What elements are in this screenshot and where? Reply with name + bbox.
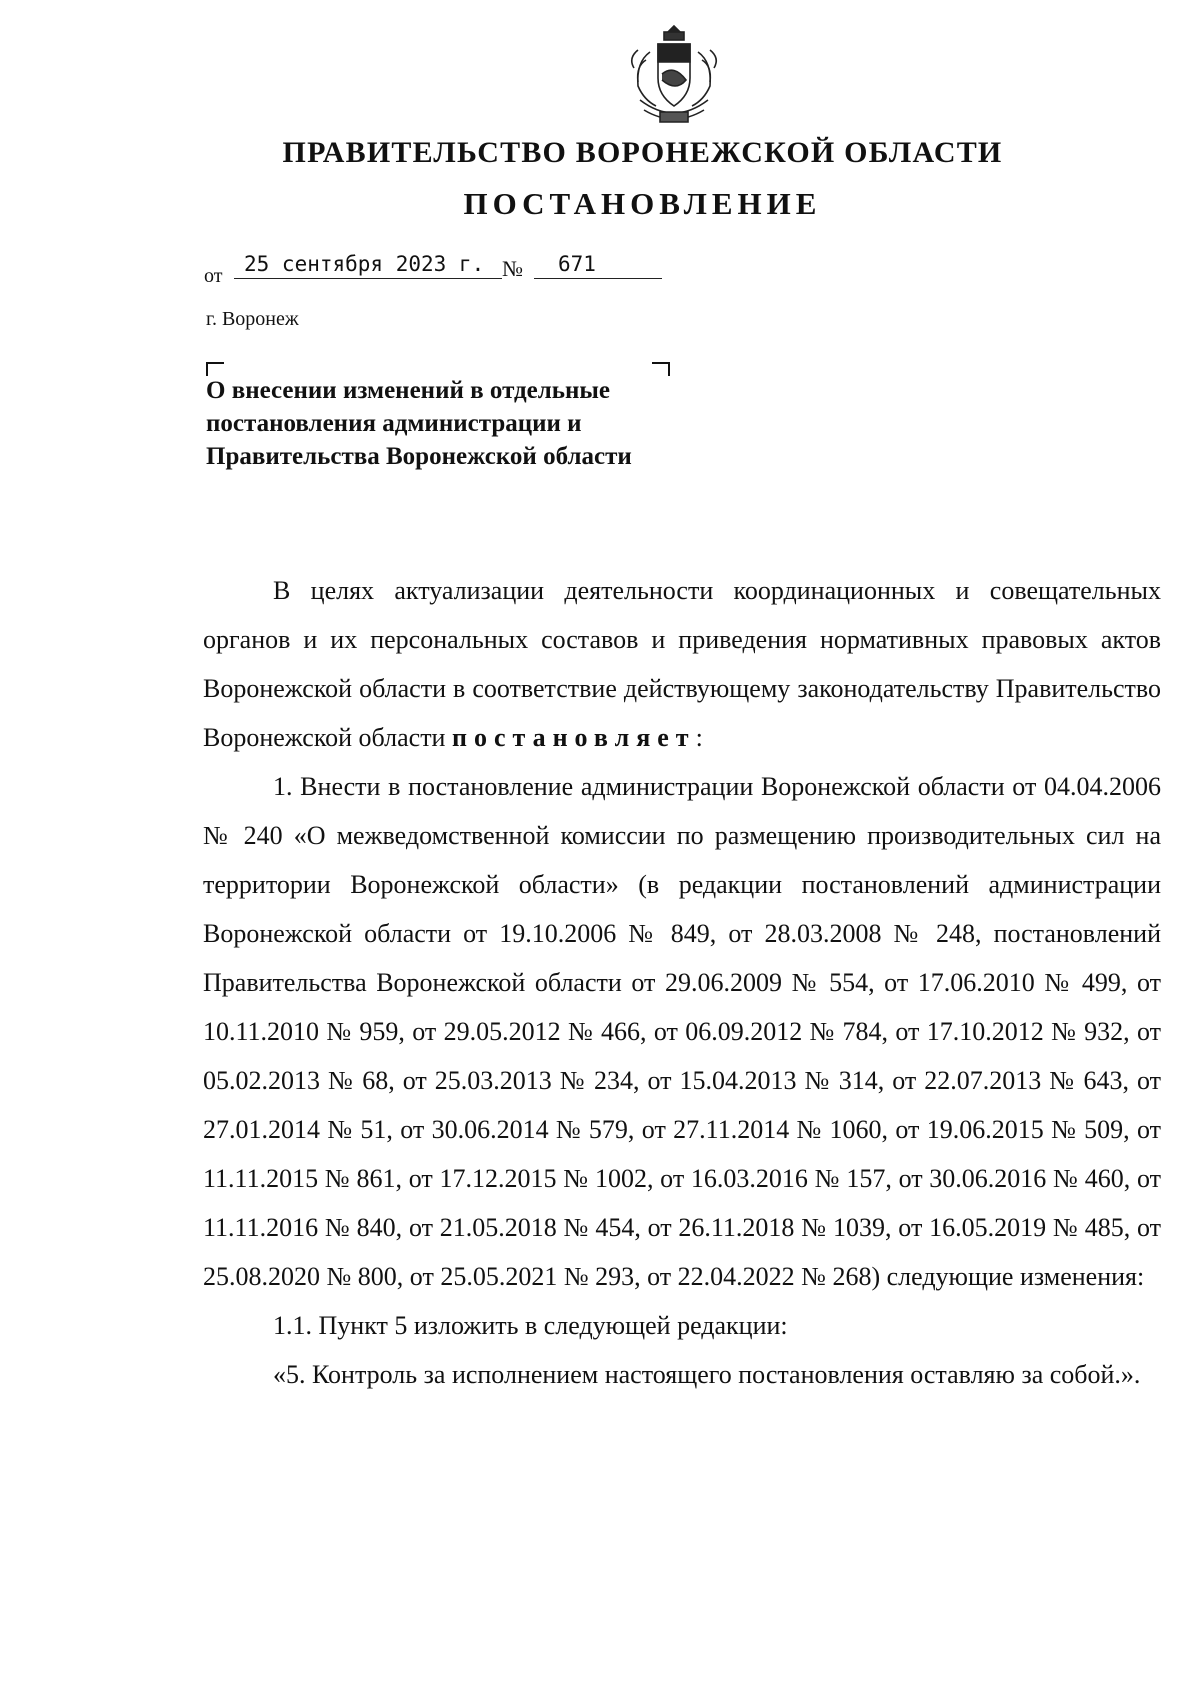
document-type: ПОСТАНОВЛЕНИЕ — [463, 186, 822, 221]
item-1-1: 1.1. Пункт 5 изложить в следующей редакции: — [273, 1311, 788, 1340]
resolves-colon: : — [695, 723, 703, 752]
from-label: от — [204, 265, 223, 287]
city: г. Воронеж — [206, 308, 299, 330]
voronezh-coat-of-arms-icon — [620, 22, 728, 130]
item-1: 1. Внести в постановление администрации Воронежской области от 04.04.2006 № 240 «О межведомственной комиссии по размещению производительных сил на территории Воронежской области» (в редакции постановлений администрации Воронежской области от 19.10.2006 № 849, от 28.03.2008 № 248, постановлений Правительства Воронежской области от 29.06.2009 № 554, от 17.06.2010 № 499, от 10.11.2010 № 959, от 29.05.2012 № 466, от 06.09.2012 № 784, от 17.10.2012 № 932, от 05.02.2013 № 68, от 25.03.2013 № 234, от 15.04.2013 № 314, от 22.07.2013 № 643, от 27.01.2014 № 51, от 30.06.2014 № 579, от 27.11.2014 № 1060, от 19.06.2015 № 509, от 11.11.2015 № 861, от 17.12.2015 № 1002, от 16.03.2016 № 157, от 30.06.2016 № 460, от 11.11.2016 № 840, от 21.05.2018 № 454, от 26.11.2018 № 1039, от 16.05.2019 № 485, от 25.08.2020 № 800, от 25.05.2021 № 293, от 22.04.2022 № 268) следующие изменения: — [203, 772, 1161, 1291]
preamble-text: В целях актуализации деятельности координационных и совещательных органов и их персональных составов и приведения нормативных правовых актов Воронежской области в соответствие действующему законодательству Правительство Воронежской области — [203, 576, 1161, 752]
government-title: ПРАВИТЕЛЬСТВО ВОРОНЕЖСКОЙ ОБЛАСТИ — [282, 136, 1003, 169]
document-body — [203, 566, 1161, 1399]
date-underline — [234, 278, 502, 279]
document-subject: О внесении изменений в отдельные постановления администрации и Правительства Воронежской области — [206, 377, 632, 470]
date-number-line — [204, 246, 684, 286]
document-number: 671 — [558, 252, 596, 276]
document-date: 25 сентября 2023 г. — [244, 252, 485, 276]
resolves-word: постановляет — [451, 723, 696, 752]
number-label: № — [502, 256, 523, 281]
item-1-1-text: «5. Контроль за исполнением настоящего постановления оставляю за собой.». — [273, 1360, 1141, 1389]
preamble-paragraph — [203, 566, 1161, 762]
number-underline — [534, 278, 662, 279]
